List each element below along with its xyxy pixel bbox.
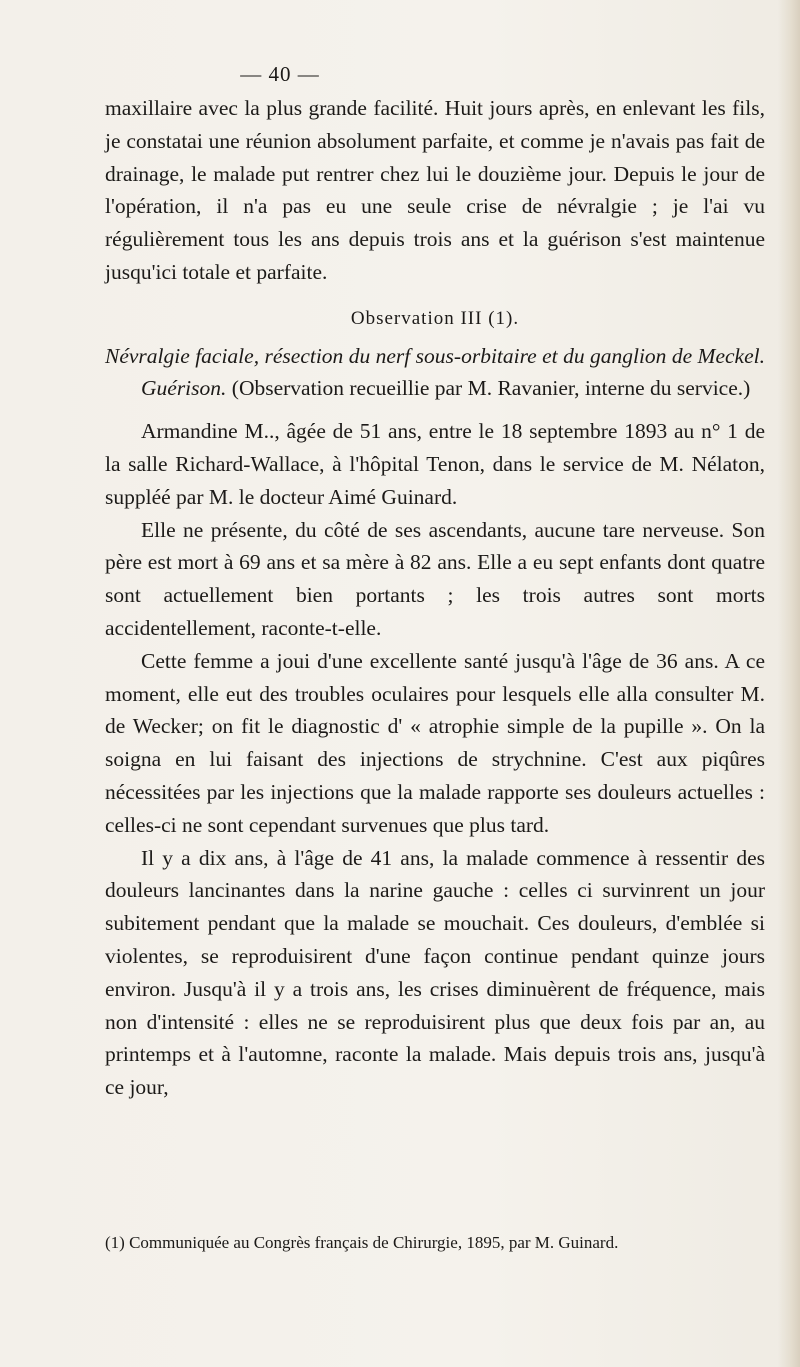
paragraph-admission: Armandine M.., âgée de 51 ans, entre le 18 septembre 1893 au n° 1 de la salle Richard-Wallace, à l'hôpital Tenon, dans le service de M. Nélaton, suppléé par M. le docteur Aimé Guinard. [105, 419, 765, 509]
page-number: — 40 — [240, 62, 320, 86]
observation-subtitle [105, 340, 765, 406]
paragraph-symptoms: Il y a dix ans, à l'âge de 41 ans, la malade commence à ressentir des douleurs lancinantes dans la narine gauche : celles ci survinrent un jour subitement pendant que la malade se mouchait. Ces douleurs, d'emblée si violentes, se reproduisirent d'une façon continue pendant quinze jours environ. Jusqu'à il y a trois ans, les crises diminuèrent de fréquence, mais non d'intensité : elles ne se reproduisirent plus que deux fois par an, au printemps et à l'automne, raconte la malade. Mais depuis trois ans, jusqu'à ce jour, [105, 845, 765, 1100]
paragraph-medical-history: Cette femme a joui d'une excellente santé jusqu'à l'âge de 36 ans. A ce moment, elle eut des troubles oculaires pour lesquels elle alla consulter M. de Wecker; on fit le diagnostic d' « atrophie simple de la pupille ». On la soigna en lui faisant des injections de strychnine. C'est aux piqûres nécessitées par les injections que la malade rapporte ses douleurs actuelles : celles-ci ne sont cependant survenues que plus tard. [105, 648, 765, 837]
observation-title-italic: Névralgie faciale, résection du nerf sous-orbitaire et du ganglion de Meckel. Guérison. [105, 343, 765, 401]
page-edge-shadow [778, 0, 800, 1367]
footnote: (1) Communiquée au Congrès français de Chirurgie, 1895, par M. Guinard. [105, 1233, 619, 1252]
observation-source: (Observation recueillie par M. Ravanier, interne du service.) [226, 376, 751, 401]
paragraph-continuation: maxillaire avec la plus grande facilité. Huit jours après, en enlevant les fils, je constatai une réunion absolument parfaite, et comme je n'avais pas fait de drainage, le malade put rentrer chez lui le douzième jour. Depuis le jour de l'opération, il n'a pas eu une seule crise de névralgie ; je l'ai vu régulièrement tous les ans depuis trois ans et la guérison s'est maintenue jusqu'ici totale et parfaite. [105, 96, 765, 284]
paragraph-family-history: Elle ne présente, du côté de ses ascendants, aucune tare nerveuse. Son père est mort à 69 ans et sa mère à 82 ans. Elle a eu sept enfants dont quatre sont actuellement bien portants ; les trois autres sont morts accidentellement, raconte-t-elle. [105, 517, 765, 640]
body-text [105, 92, 765, 1104]
observation-heading: Observation III (1). [350, 307, 520, 329]
